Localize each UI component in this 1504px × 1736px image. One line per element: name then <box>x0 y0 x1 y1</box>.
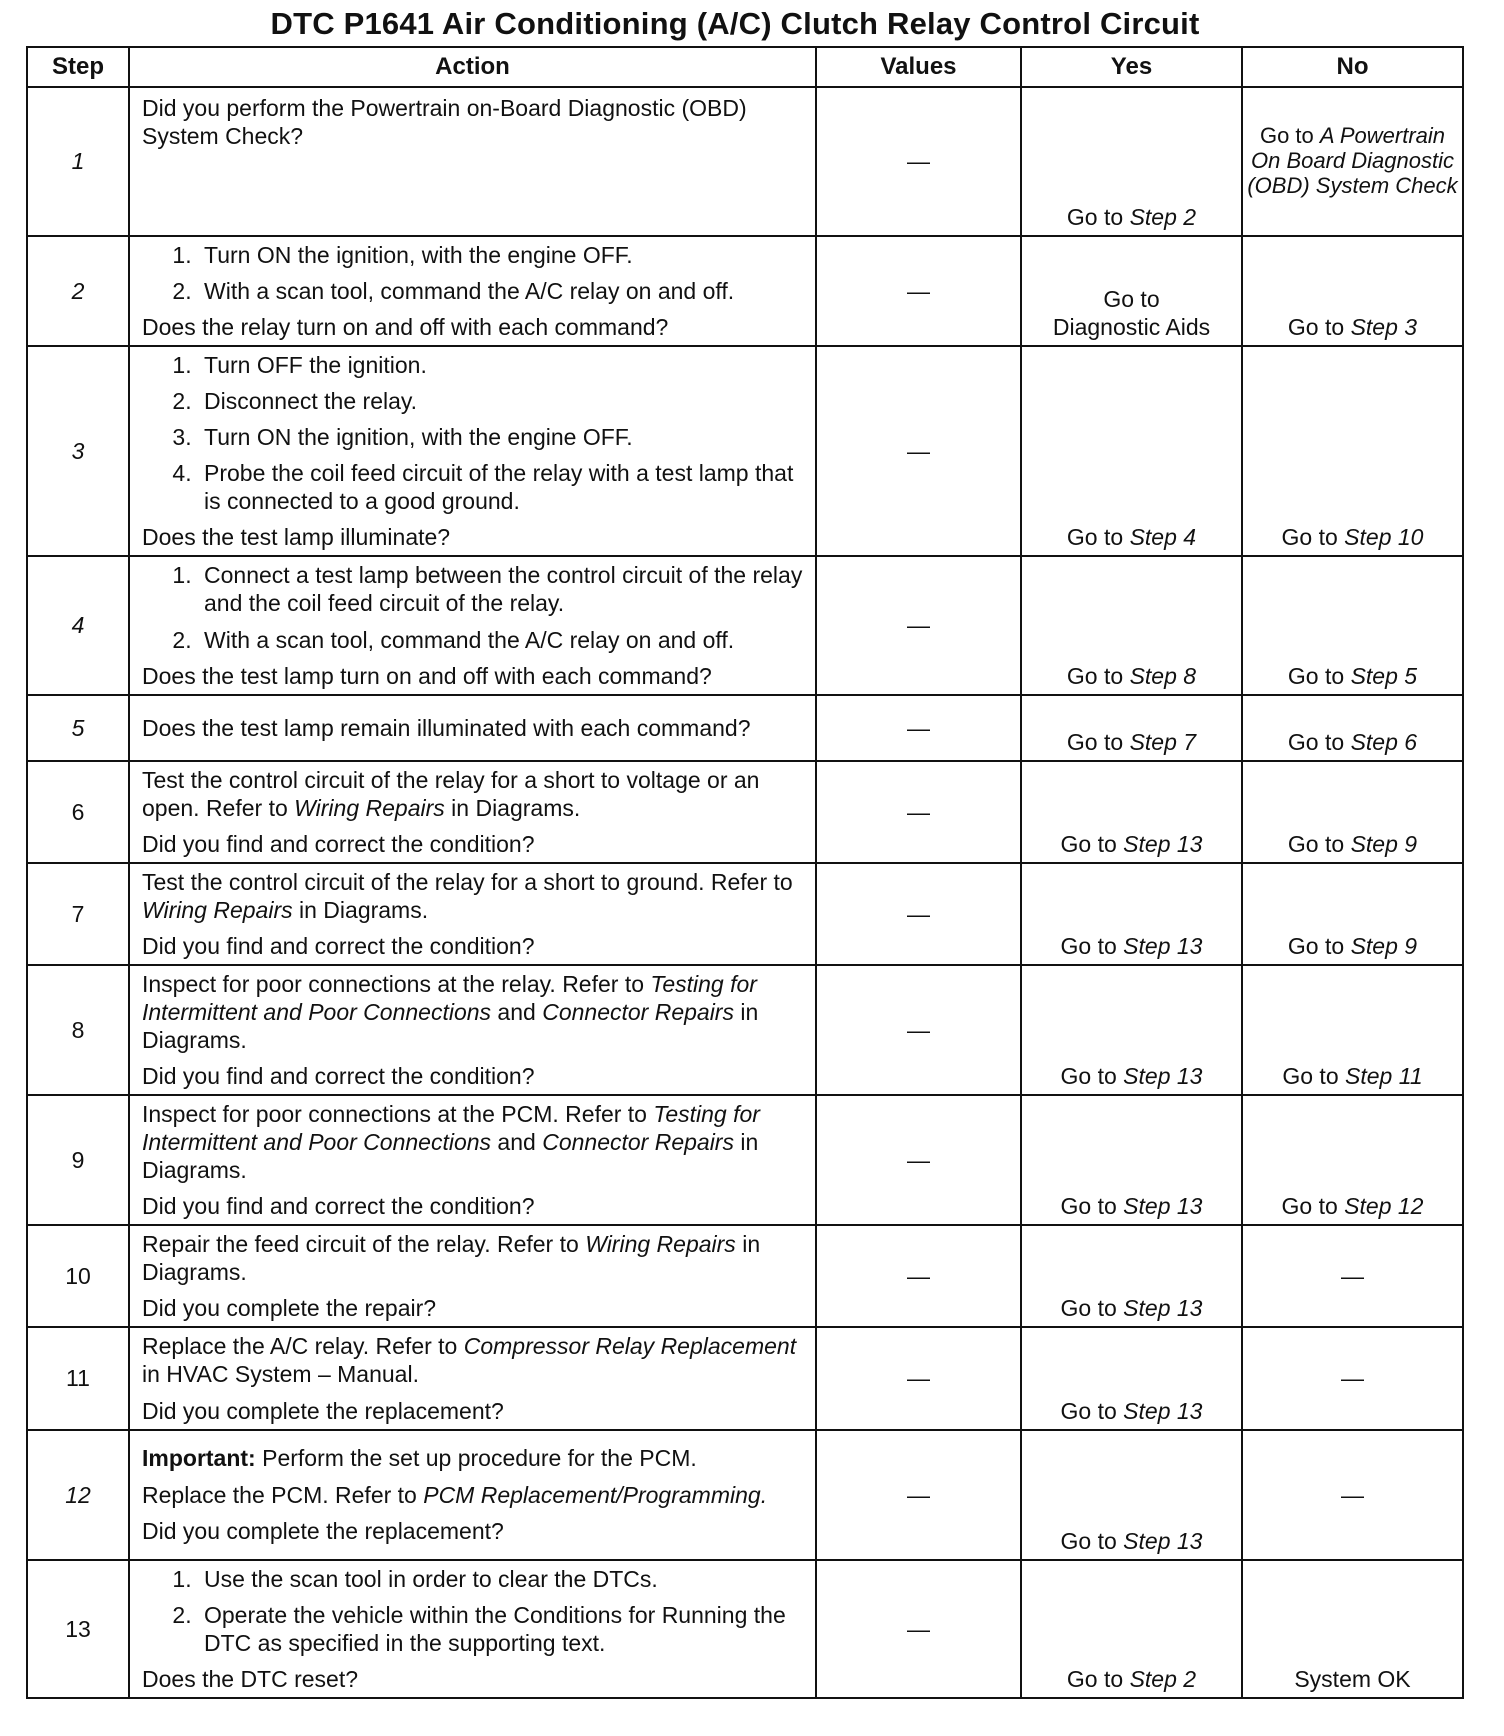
action-question: Did you complete the replacement? <box>142 1517 504 1544</box>
action-list: 1. Turn ON the ignition, with the engine OFF. 2. With a scan tool, command the A/C relay on and off. <box>142 241 805 305</box>
action-cell <box>129 556 816 694</box>
yes-cell: Go to Step 8 <box>1021 556 1242 694</box>
step-number: 9 <box>27 1095 129 1225</box>
no-cell: Go to Step 10 <box>1242 346 1463 556</box>
action-cell <box>129 1095 816 1225</box>
table-row <box>27 863 1463 965</box>
action-cell <box>129 1225 816 1327</box>
action-question: Does the test lamp illuminate? <box>142 524 451 551</box>
step-number: 8 <box>27 965 129 1095</box>
no-cell: Go to Step 9 <box>1242 863 1463 965</box>
header-step: Step <box>27 47 129 87</box>
no-cell: — <box>1242 1430 1463 1560</box>
action-text: Inspect for poor connections at the relay. Refer to Testing for Intermittent and Poor Connections and Connector Repairs in Diagrams. <box>142 970 759 1053</box>
step-number: 10 <box>27 1225 129 1327</box>
values-cell: — <box>816 1430 1021 1560</box>
no-cell: — <box>1242 1327 1463 1429</box>
yes-cell: Go to Step 13 <box>1021 1225 1242 1327</box>
action-question: Did you complete the replacement? <box>142 1397 504 1424</box>
table-row <box>27 1430 1463 1560</box>
action-cell <box>129 346 816 556</box>
table-row <box>27 1327 1463 1429</box>
step-number: 7 <box>27 863 129 965</box>
step-number: 11 <box>27 1327 129 1429</box>
values-cell: — <box>816 346 1021 556</box>
action-list: 1. Turn OFF the ignition. 2. Disconnect the relay. 3. Turn ON the ignition, with the engine OFF. 4. Probe the coil feed circuit of the relay with a test lamp that is connected to a good ground. <box>142 351 805 515</box>
action-text: Test the control circuit of the relay for a short to ground. Refer to Wiring Repairs in Diagrams. <box>142 868 793 923</box>
action-cell <box>129 965 816 1095</box>
header-no: No <box>1242 47 1463 87</box>
action-cell <box>129 1560 816 1698</box>
no-cell: Go to Step 11 <box>1242 965 1463 1095</box>
table-row <box>27 1560 1463 1698</box>
table-row <box>27 236 1463 346</box>
action-text: Inspect for poor connections at the PCM. Refer to Testing for Intermittent and Poor Connections and Connector Repairs in Diagrams. <box>142 1101 760 1184</box>
action-cell <box>129 87 816 236</box>
values-cell: — <box>816 695 1021 761</box>
action-question: Does the DTC reset? <box>142 1665 359 1692</box>
yes-cell: Go to Step 13 <box>1021 965 1242 1095</box>
action-text: Replace the A/C relay. Refer to Compressor Relay Replacement in HVAC System – Manual. <box>142 1333 797 1388</box>
no-cell: Go to Step 5 <box>1242 556 1463 694</box>
no-cell: Go to Step 3 <box>1242 236 1463 346</box>
values-cell: — <box>816 1560 1021 1698</box>
table-row <box>27 1225 1463 1327</box>
yes-cell: Go to Step 13 <box>1021 1430 1242 1560</box>
values-cell: — <box>816 965 1021 1095</box>
values-cell: — <box>816 1327 1021 1429</box>
action-question: Does the relay turn on and off with each command? <box>142 314 669 341</box>
values-cell: — <box>816 863 1021 965</box>
action-cell <box>129 1430 816 1560</box>
values-cell: — <box>816 1095 1021 1225</box>
header-action: Action <box>129 47 816 87</box>
header-yes: Yes <box>1021 47 1242 87</box>
yes-cell: Go to Step 2 <box>1021 1560 1242 1698</box>
yes-cell: Go to Diagnostic Aids <box>1021 236 1242 346</box>
values-cell: — <box>816 236 1021 346</box>
no-cell: Go to Step 12 <box>1242 1095 1463 1225</box>
step-number: 12 <box>27 1430 129 1560</box>
no-cell: — <box>1242 1225 1463 1327</box>
action-cell <box>129 236 816 346</box>
values-cell: — <box>816 87 1021 236</box>
yes-cell: Go to Step 13 <box>1021 1327 1242 1429</box>
action-question: Did you find and correct the condition? <box>142 1063 535 1090</box>
yes-cell: Go to Step 7 <box>1021 695 1242 761</box>
reference-link: A Powertrain On Board Diagnostic (OBD) System Check <box>1247 122 1458 199</box>
step-number: 1 <box>27 87 129 236</box>
action-question: Did you find and correct the condition? <box>142 1193 535 1220</box>
yes-cell: Go to Step 13 <box>1021 1095 1242 1225</box>
step-number: 2 <box>27 236 129 346</box>
action-question: Did you complete the repair? <box>142 1295 437 1322</box>
header-row <box>27 47 1463 87</box>
step-number: 3 <box>27 346 129 556</box>
step-number: 4 <box>27 556 129 694</box>
action-cell <box>129 1327 816 1429</box>
table-row <box>27 87 1463 236</box>
action-text: Repair the feed circuit of the relay. Refer to Wiring Repairs in Diagrams. <box>142 1231 761 1286</box>
yes-cell: Go to Step 2 <box>1021 87 1242 236</box>
dtc-table <box>26 46 1464 1699</box>
no-cell: Go to Step 9 <box>1242 761 1463 863</box>
step-number: 5 <box>27 695 129 761</box>
action-list: 1. Use the scan tool in order to clear the DTCs. 2. Operate the vehicle within the Conditions for Running the DTC as specified in the supporting text. <box>142 1565 805 1657</box>
no-cell: Go to A Powertrain On Board Diagnostic (OBD) System Check <box>1242 87 1463 236</box>
step-number: 13 <box>27 1560 129 1698</box>
important-note: Important: Perform the set up procedure for the PCM. <box>142 1445 697 1472</box>
table-row <box>27 695 1463 761</box>
table-row <box>27 761 1463 863</box>
action-question: Did you find and correct the condition? <box>142 932 535 959</box>
no-cell: System OK <box>1242 1560 1463 1698</box>
action-list: 1. Connect a test lamp between the control circuit of the relay and the coil feed circuit of the relay. 2. With a scan tool, command the A/C relay on and off. <box>142 561 805 653</box>
action-question: Does the test lamp turn on and off with each command? <box>142 662 712 689</box>
action-text: Replace the PCM. Refer to PCM Replacement/Programming. <box>142 1481 768 1508</box>
values-cell: — <box>816 556 1021 694</box>
step-number: 6 <box>27 761 129 863</box>
page-title: DTC P1641 Air Conditioning (A/C) Clutch Relay Control Circuit <box>270 6 1200 41</box>
values-cell: — <box>816 761 1021 863</box>
no-cell: Go to Step 6 <box>1242 695 1463 761</box>
action-cell <box>129 863 816 965</box>
table-row <box>27 965 1463 1095</box>
action-question: Did you find and correct the condition? <box>142 830 535 857</box>
values-cell: — <box>816 1225 1021 1327</box>
header-values: Values <box>816 47 1021 87</box>
action-text: Did you perform the Powertrain on-Board Diagnostic (OBD) System Check? <box>142 95 747 150</box>
yes-cell: Go to Step 13 <box>1021 761 1242 863</box>
table-row <box>27 556 1463 694</box>
action-cell <box>129 695 816 761</box>
yes-cell: Go to Step 4 <box>1021 346 1242 556</box>
table-row <box>27 346 1463 556</box>
yes-cell: Go to Step 13 <box>1021 863 1242 965</box>
action-cell <box>129 761 816 863</box>
action-text: Test the control circuit of the relay for a short to voltage or an open. Refer to Wiring Repairs in Diagrams. <box>142 766 760 821</box>
action-text: Does the test lamp remain illuminated with each command? <box>142 714 751 741</box>
table-row <box>27 1095 1463 1225</box>
